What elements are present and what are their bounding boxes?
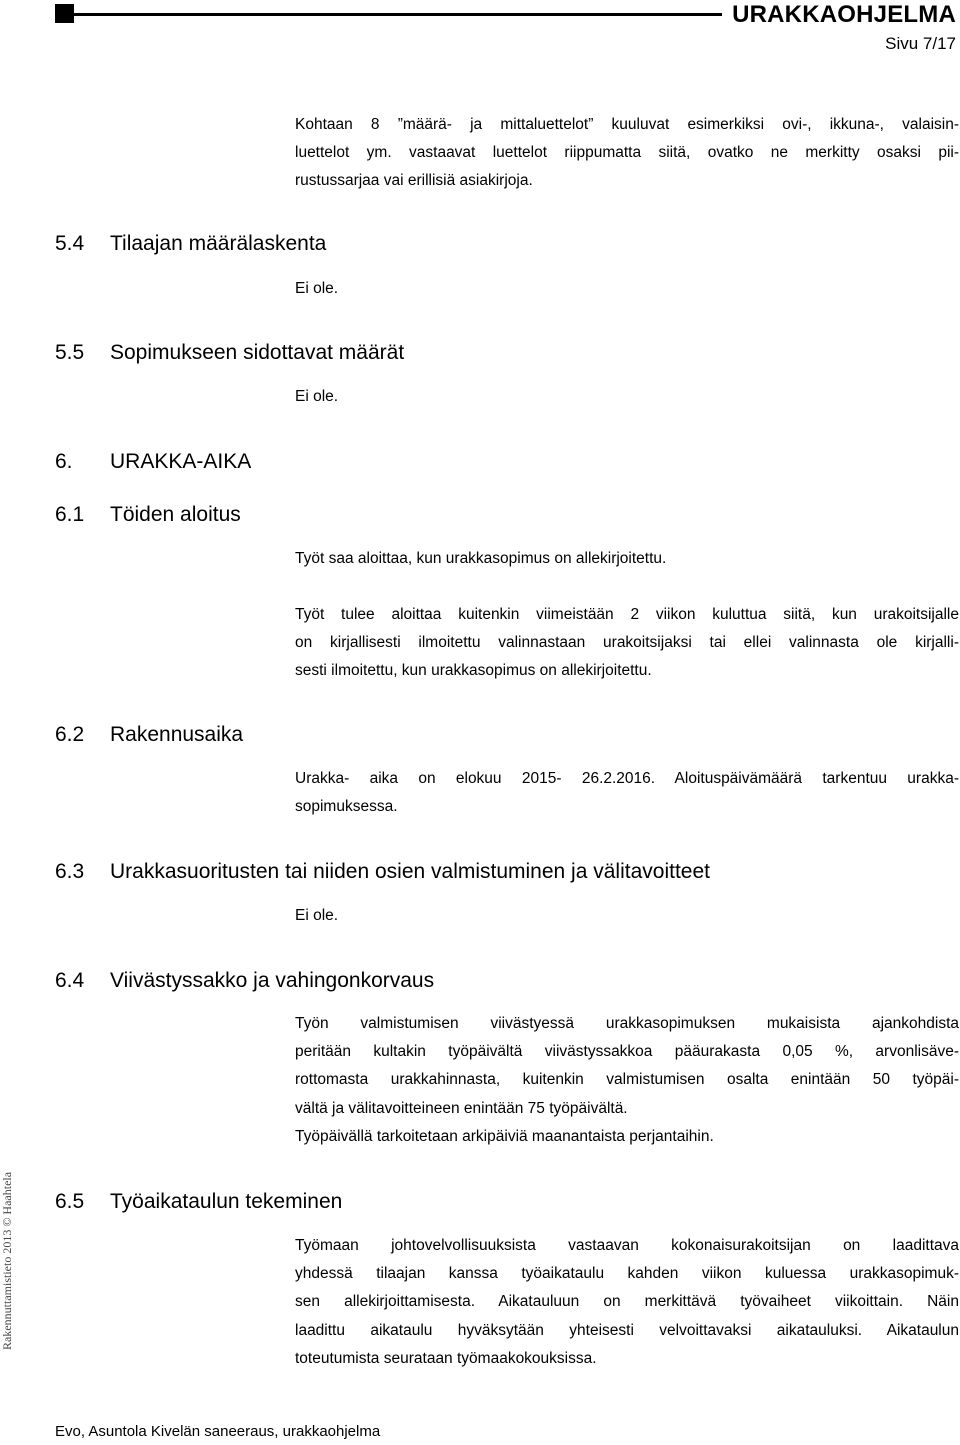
heading-number: 5.5 (55, 341, 85, 364)
heading-title: URAKKA-AIKA (110, 450, 252, 473)
copyright-watermark: Rakennuttamistieto 2013 © Haahtela (0, 1171, 14, 1350)
document-title: URAKKAOHJELMA (732, 1, 956, 28)
intro-line: rustussarjaa vai erillisiä asiakirjoja. (295, 172, 533, 190)
paragraph-line: vältä ja välitavoitteineen enintään 75 työpäivältä. (295, 1099, 628, 1117)
heading-number: 5.4 (55, 232, 85, 255)
body-6-3: Ei ole. (295, 907, 339, 924)
body-6-1-a: Työt saa aloittaa, kun urakkasopimus on allekirjoitettu. (295, 550, 667, 567)
heading-title: Rakennusaika (110, 723, 244, 746)
footer-text: Evo, Asuntola Kivelän saneeraus, urakkaohjelma (55, 1423, 381, 1440)
heading-number: 6.5 (55, 1190, 85, 1213)
heading-5-5 (55, 341, 404, 365)
heading-number: 6. (55, 450, 73, 473)
body-6-5 (295, 1232, 959, 1373)
heading-6-4 (55, 969, 434, 993)
paragraph-line: Työmaan johtovelvollisuuksista vastaavan kokonaisurakoitsijan on laadittava (295, 1237, 959, 1254)
paragraph-line: yhdessä tilaajan kanssa työaikataulu kahden viikon kuluessa urakkasopimuk- (295, 1265, 959, 1283)
paragraph-line: Työpäivällä tarkoitetaan arkipäiviä maanantaista perjantaihin. (295, 1127, 714, 1145)
heading-6-1 (55, 503, 241, 527)
paragraph-line: toteutumista seurataan työmaakokouksissa. (295, 1349, 597, 1367)
paragraph-line: laadittu aikataulu hyväksytään yhteisesti velvoittavaksi aikatauluksi. Aikataulun (295, 1321, 959, 1339)
heading-6 (55, 450, 251, 474)
paragraph-line: on kirjallisesti ilmoitettu valinnastaan urakoitsijaksi tai ellei valinnasta ole kirjalli- (295, 634, 959, 652)
heading-title: Työaikataulun tekeminen (110, 1190, 343, 1213)
paragraph-line: sen allekirjoittamisesta. Aikatauluun on merkittävä työvaiheet viikoittain. Näin (295, 1293, 959, 1311)
heading-title: Tilaajan määrälaskenta (110, 232, 327, 255)
body-6-4 (295, 1010, 959, 1151)
heading-number: 6.3 (55, 860, 85, 883)
header-rule (74, 13, 722, 16)
heading-number: 6.4 (55, 969, 85, 992)
heading-5-4 (55, 232, 326, 256)
body-5-5: Ei ole. (295, 388, 339, 405)
paragraph-line: rottomasta urakkahinnasta, kuitenkin valmistumisen osalta enintään 50 työpäi- (295, 1071, 959, 1089)
page-number: Sivu 7/17 (885, 34, 956, 53)
paragraph-line: Työn valmistumisen viivästyessä urakkasopimuksen mukaisista ajankohdista (295, 1015, 959, 1032)
intro-line: luettelot ym. vastaavat luettelot riippumatta siitä, ovatko ne merkitty osaksi pii- (295, 144, 959, 162)
intro-paragraph (295, 111, 959, 196)
body-6-1-b (295, 601, 959, 686)
heading-number: 6.2 (55, 723, 85, 746)
heading-title: Viivästyssakko ja vahingonkorvaus (110, 969, 435, 992)
paragraph-line: sesti ilmoitettu, kun urakkasopimus on allekirjoitettu. (295, 662, 652, 680)
header-square-marker (55, 4, 74, 23)
heading-6-2 (55, 723, 243, 747)
body-6-2 (295, 765, 959, 821)
heading-title: Sopimukseen sidottavat määrät (110, 341, 405, 364)
heading-6-5 (55, 1190, 342, 1214)
heading-6-3 (55, 860, 710, 884)
paragraph-line: Työt tulee aloittaa kuitenkin viimeistään 2 viikon kuluttua siitä, kun urakoitsijalle (295, 606, 959, 623)
heading-number: 6.1 (55, 503, 85, 526)
paragraph-line: Urakka- aika on elokuu 2015- 26.2.2016. Aloituspäivämäärä tarkentuu urakka- (295, 770, 959, 787)
paragraph-line: peritään kultakin työpäivältä viivästyssakkoa pääurakasta 0,05 %, arvonlisäve- (295, 1043, 959, 1061)
heading-title: Urakkasuoritusten tai niiden osien valmistuminen ja välitavoitteet (110, 860, 710, 883)
heading-title: Töiden aloitus (110, 503, 241, 526)
intro-line: Kohtaan 8 ”määrä- ja mittaluettelot” kuuluvat esimerkiksi ovi-, ikkuna-, valaisin- (295, 116, 959, 133)
paragraph-line: sopimuksessa. (295, 798, 398, 816)
body-5-4: Ei ole. (295, 280, 339, 297)
